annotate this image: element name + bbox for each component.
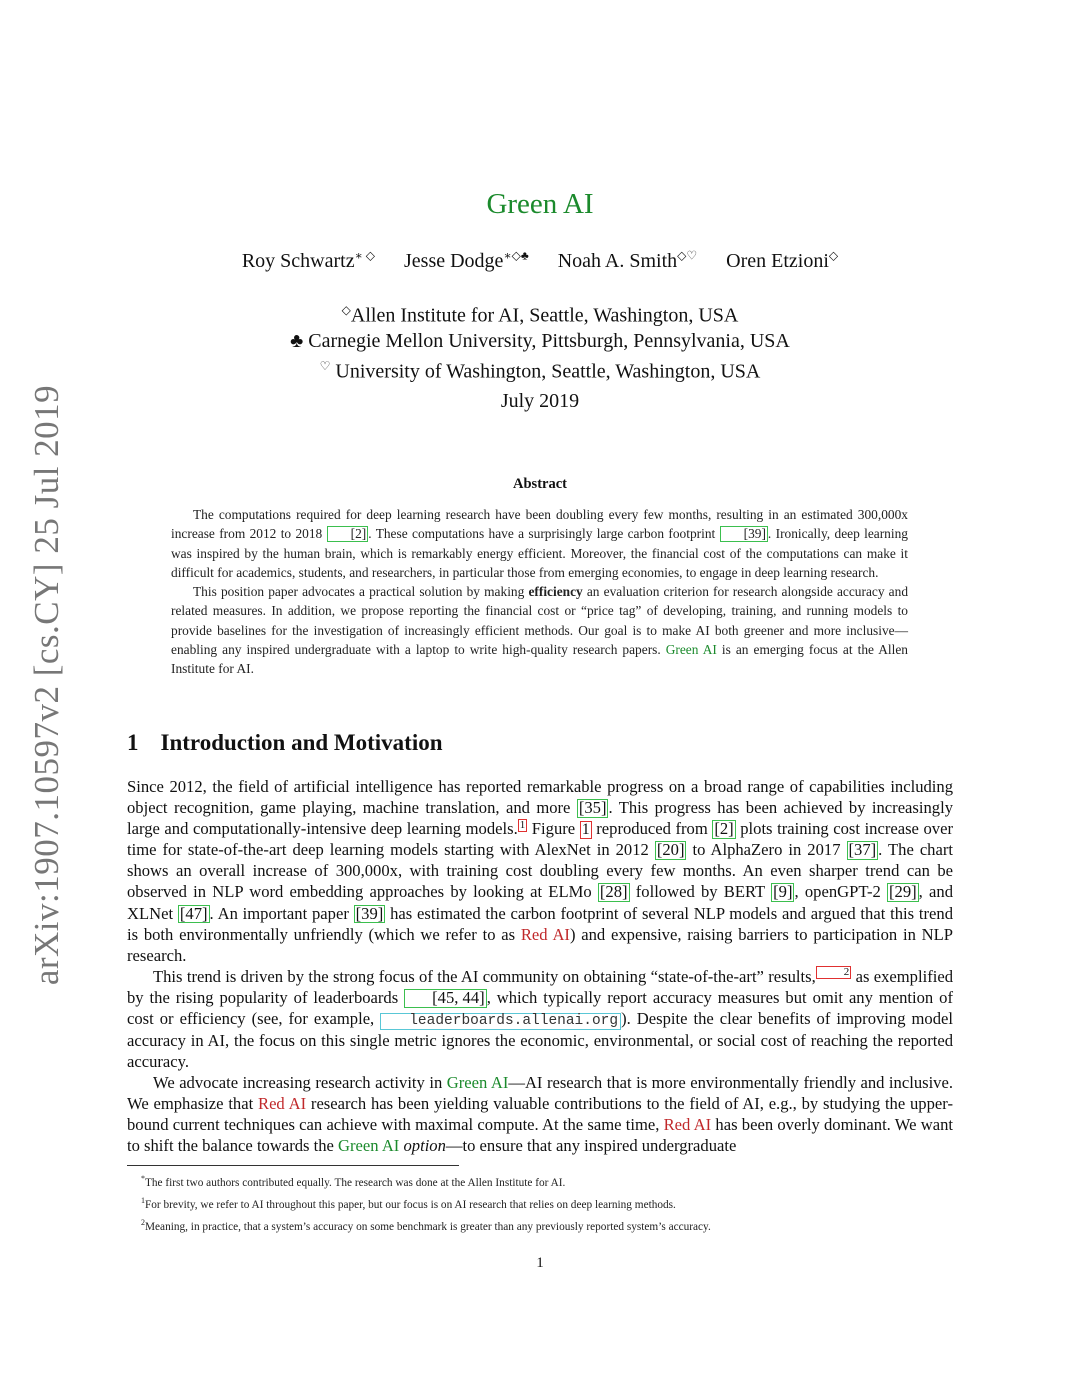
paper-date: July 2019	[500, 390, 580, 412]
citation-link[interactable]: [9]	[773, 882, 793, 902]
arxiv-identifier: arXiv:1907.10597v2 [cs.CY] 25 Jul 2019	[27, 384, 66, 986]
figure-link[interactable]: 1	[581, 821, 590, 839]
citation-link[interactable]: [39]	[355, 903, 384, 923]
citation-link[interactable]: [45, 44]	[404, 989, 487, 1008]
affiliation: ◇Allen Institute for AI, Seattle, Washington, USA	[341, 303, 739, 327]
url-link[interactable]: leaderboards.allenai.org	[380, 1013, 621, 1030]
footnote: *The first two authors contributed equally. The research was done at the Allen Institute for AI.	[141, 1174, 566, 1189]
red-ai-term: Red AI	[258, 1093, 307, 1113]
citation-link[interactable]: [37]	[848, 840, 877, 860]
citation-link[interactable]: [47]	[179, 903, 208, 923]
citation-link[interactable]: [2]	[327, 526, 369, 541]
footnote-link[interactable]: 2	[816, 966, 852, 979]
body-paragraph: This trend is driven by the strong focus of the AI community on obtaining “state-of-the-art” results, 2 as exemplified by the rising popularity of leaderboards [45, 44] , which typically report accuracy measures but omit any mention of cost or efficiency (see, for example, leaderboards.allenai.org ). Despite the clear benefits of improving model accuracy in AI, the focus on this single metric ignores the economic, environmental, or social cost of reaching the reported accuracy.	[127, 966, 953, 1071]
footnote-link[interactable]: 1	[519, 818, 526, 831]
red-ai-term: Red AI	[520, 924, 570, 944]
footnote: $^1$For brevity, we refer to AI throughout this paper, but our focus is on AI research that relies on deep learning methods.	[141, 1196, 676, 1211]
paper-title: Green AI	[486, 188, 594, 220]
body-text	[127, 776, 953, 1156]
author-list	[0, 248, 1080, 273]
author: Oren Etzioni◇	[726, 248, 839, 272]
abstract-paragraph: The computations required for deep learning research have been doubling every few months, resulting in an estimated 300,000x increase from 2012 to 2018 [2] . These computations have a surprisingly large carbon footprint [39] . Ironically, deep learning was inspired by the human brain, which is remarkably energy efficient. Moreover, the financial cost of the computations can make it difficult for academics, students, and researchers, in particular those from emerging economies, to engage in deep learning research.	[171, 507, 908, 580]
abstract-body	[171, 505, 908, 679]
citation-link[interactable]: [29]	[889, 882, 917, 902]
author: Jesse Dodge∗◇♣	[404, 248, 529, 272]
green-ai-term: Green AI	[446, 1072, 509, 1092]
affiliation: ♣ Carnegie Mellon University, Pittsburgh, Pennsylvania, USA	[290, 329, 790, 352]
footnote: $^2$Meaning, in practice, that a system’s accuracy on some benchmark is greater than any previously reported system’s accuracy.	[141, 1218, 711, 1233]
red-ai-term: Red AI	[663, 1114, 712, 1134]
author: Noah A. Smith◇♡	[557, 248, 698, 272]
affiliation: ♡ University of Washington, Seattle, Washington, USA	[319, 358, 761, 383]
section-heading: 1 Introduction and Motivation	[127, 730, 443, 755]
citation-link[interactable]: [2]	[714, 819, 734, 839]
green-ai-term: Green AI	[665, 642, 717, 658]
abstract-paragraph: This position paper advocates a practical solution by making efficiency an evaluation criterion for research alongside accuracy and related measures. In addition, we propose reporting the financial cost or “price tag” of developing, training, and running models to provide baselines for the investigation of increasingly efficient methods. Our goal is to make AI both greener and more inclusive—enabling any inspired undergraduate with a laptop to write high-quality research papers. Green AI is an emerging focus at the Allen Institute for AI.	[171, 584, 909, 677]
abstract-heading: Abstract	[513, 476, 567, 492]
author: Roy Schwartz∗ ◇	[241, 248, 375, 272]
body-paragraph: We advocate increasing research activity in Green AI—AI research that is more environmentally friendly and inclusive. We emphasize that Red AI research has been yielding valuable contributions to the field of AI, e.g., by studying the upper-bound current techniques can achieve with maximal compute. At the same time, Red AI has been overly dominant. We want to shift the balance towards the Green AI option—to ensure that any inspired undergraduate	[127, 1072, 953, 1155]
body-paragraph: Since 2012, the field of artificial intelligence has reported remarkable progress on a broad range of capabilities including object recognition, game playing, machine translation, and more [35] . This progress has been achieved by increasingly large and computationally-intensive deep learning models. 1 Figure 1 reproduced from [2] plots training cost increase over time for state-of-the-art deep learning models starting with AlexNet in 2012 [20] to AlphaZero in 2017 [37] . The chart shows an overall increase of 300,000x, with training cost doubling every few months. An even sharper trend can be observed in NLP word embedding approaches by looking at ELMo [28] followed by BERT [9] , openGPT-2 [29] , and XLNet [47] . An important paper [39] has estimated the carbon footprint of several NLP models and argued that this trend is both environmentally unfriendly (which we refer to as Red AI) and expensive, raising barriers to participation in NLP research.	[127, 777, 953, 965]
green-ai-term: Green AI	[338, 1136, 400, 1155]
citation-link[interactable]: [35]	[578, 798, 607, 818]
citation-link[interactable]: [28]	[599, 882, 628, 902]
citation-link[interactable]: [20]	[656, 840, 685, 860]
footnote-rule	[127, 1165, 459, 1166]
footnotes	[127, 1170, 953, 1236]
page-number: 1	[536, 1255, 544, 1271]
citation-link[interactable]: [39]	[720, 526, 768, 541]
affiliation-list	[0, 298, 1080, 384]
arxiv-sidebar	[22, 380, 72, 990]
